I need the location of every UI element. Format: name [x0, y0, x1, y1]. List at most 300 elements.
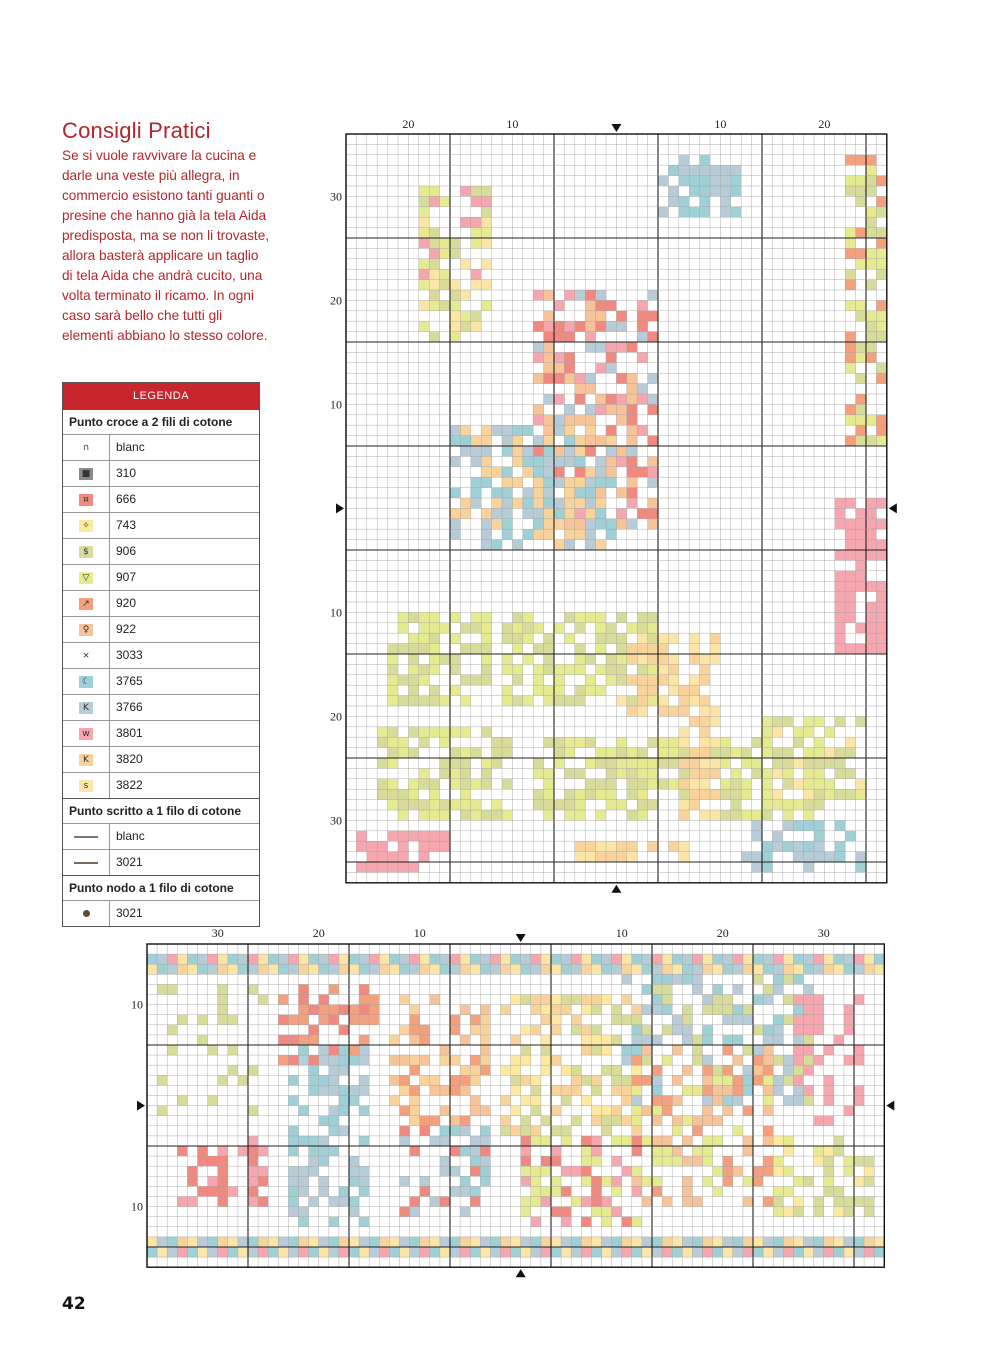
stitch-cell	[208, 1085, 218, 1095]
stitch-cell	[157, 1055, 167, 1065]
stitch-cell	[420, 1025, 430, 1035]
stitch-cell	[581, 1045, 591, 1055]
stitch-cell	[876, 311, 886, 321]
stitch-cell	[329, 1197, 339, 1207]
stitch-cell	[571, 1085, 581, 1095]
stitch-cell	[814, 737, 824, 747]
stitch-cell	[554, 540, 564, 550]
stitch-cell	[388, 852, 398, 862]
stitch-cell	[581, 964, 591, 974]
stitch-cell	[511, 1106, 521, 1116]
stitch-cell	[408, 644, 418, 654]
stitch-cell	[612, 1156, 622, 1166]
stitch-cell	[731, 165, 741, 175]
stitch-cell	[824, 954, 834, 964]
stitch-cell	[521, 1116, 531, 1126]
center-arrow-icon	[611, 124, 621, 132]
stitch-cell	[429, 633, 439, 643]
stitch-cell	[658, 675, 668, 685]
stitch-cell	[167, 1045, 177, 1055]
stitch-cell	[460, 1247, 470, 1257]
stitch-cell	[299, 1106, 309, 1116]
stitch-cell	[679, 696, 689, 706]
stitch-cell	[648, 664, 658, 674]
stitch-cell	[876, 196, 886, 206]
stitch-cell	[804, 1005, 814, 1015]
stitch-cell	[359, 1247, 369, 1257]
stitch-cell	[689, 633, 699, 643]
stitch-cell	[689, 644, 699, 654]
stitch-cell	[731, 207, 741, 217]
stitch-cell	[876, 238, 886, 248]
stitch-cell	[319, 1055, 329, 1065]
stitch-cell	[523, 498, 533, 508]
stitch-cell	[359, 1176, 369, 1186]
stitch-cell	[575, 623, 585, 633]
stitch-cell	[713, 1005, 723, 1015]
stitch-cell	[672, 954, 682, 964]
stitch-cell	[460, 758, 470, 768]
stitch-cell	[575, 664, 585, 674]
stitch-cell	[866, 550, 876, 560]
stitch-cell	[627, 789, 637, 799]
stitch-cell	[419, 217, 429, 227]
stitch-cell	[652, 964, 662, 974]
stitch-cell	[440, 964, 450, 974]
stitch-cell	[632, 1146, 642, 1156]
stitch-cell	[339, 1065, 349, 1075]
stitch-cell	[814, 954, 824, 964]
stitch-cell	[596, 404, 606, 414]
stitch-cell	[692, 1237, 702, 1247]
stitch-cell	[419, 727, 429, 737]
stitch-cell	[804, 1085, 814, 1095]
stitch-cell	[319, 1045, 329, 1055]
stitch-cell	[450, 758, 460, 768]
stitch-cell	[511, 1055, 521, 1065]
stitch-cell	[511, 1075, 521, 1085]
stitch-cell	[845, 238, 855, 248]
stitch-cell	[679, 800, 689, 810]
stitch-cell	[288, 1035, 298, 1045]
stitch-cell	[723, 964, 733, 974]
stitch-cell	[752, 768, 762, 778]
stitch-cell	[440, 248, 450, 258]
stitch-cell	[533, 508, 543, 518]
stitch-cell	[410, 1035, 420, 1045]
stitch-cell	[632, 1075, 642, 1085]
stitch-cell	[835, 571, 845, 581]
stitch-cell	[793, 779, 803, 789]
stitch-cell	[575, 373, 585, 383]
stitch-cell	[703, 1146, 713, 1156]
legend-code: 906	[116, 544, 137, 558]
stitch-cell	[349, 1166, 359, 1176]
stitch-cell	[793, 800, 803, 810]
stitch-cell	[349, 1005, 359, 1015]
stitch-cell	[856, 228, 866, 238]
stitch-cell	[616, 748, 626, 758]
stitch-cell	[606, 664, 616, 674]
stitch-cell	[533, 675, 543, 685]
stitch-cell	[596, 779, 606, 789]
stitch-cell	[658, 644, 668, 654]
stitch-cell	[703, 1247, 713, 1257]
stitch-cell	[430, 1075, 440, 1085]
stitch-cell	[866, 508, 876, 518]
stitch-cell	[834, 964, 844, 974]
stitch-cell	[329, 1116, 339, 1126]
stitch-cell	[692, 1045, 702, 1055]
stitch-cell	[502, 696, 512, 706]
stitch-cell	[288, 1247, 298, 1257]
stitch-cell	[612, 964, 622, 974]
stitch-cell	[596, 290, 606, 300]
stitch-cell	[713, 1237, 723, 1247]
stitch-cell	[419, 852, 429, 862]
stitch-cell	[564, 488, 574, 498]
stitch-cell	[492, 748, 502, 758]
stitch-cell	[238, 1116, 248, 1126]
stitch-cell	[616, 342, 626, 352]
stitch-cell	[591, 1186, 601, 1196]
stitch-cell	[470, 1156, 480, 1166]
stitch-cell	[440, 696, 450, 706]
stitch-cell	[637, 467, 647, 477]
stitch-cell	[450, 1237, 460, 1247]
stitch-cell	[814, 1015, 824, 1025]
stitch-cell	[596, 540, 606, 550]
stitch-cell	[359, 1045, 369, 1055]
stitch-cell	[492, 467, 502, 477]
stitch-cell	[248, 1146, 258, 1156]
stitch-cell	[481, 519, 491, 529]
stitch-cell	[544, 519, 554, 529]
stitch-cell	[531, 1237, 541, 1247]
stitch-cell	[854, 1045, 864, 1055]
stitch-cell	[410, 964, 420, 974]
stitch-cell	[692, 974, 702, 984]
stitch-cell	[228, 1116, 238, 1126]
stitch-cell	[419, 831, 429, 841]
stitch-cell	[521, 1237, 531, 1247]
stitch-cell	[616, 758, 626, 768]
stitch-cell	[648, 779, 658, 789]
stitch-cell	[167, 1106, 177, 1116]
stitch-cell	[470, 1096, 480, 1106]
stitch-cell	[834, 1197, 844, 1207]
stitch-cell	[339, 1045, 349, 1055]
stitch-cell	[793, 1065, 803, 1075]
stitch-cell	[248, 1237, 258, 1247]
stitch-cell	[339, 1247, 349, 1257]
stitch-cell	[471, 186, 481, 196]
stitch-cell	[585, 779, 595, 789]
stitch-cell	[845, 602, 855, 612]
stitch-cell	[637, 332, 647, 342]
stitch-cell	[481, 436, 491, 446]
stitch-cell	[682, 1136, 692, 1146]
stitch-cell	[450, 768, 460, 778]
stitch-cell	[177, 1015, 187, 1025]
stitch-cell	[541, 1166, 551, 1176]
stitch-cell	[585, 498, 595, 508]
stitch-cell	[581, 1247, 591, 1257]
stitch-cell	[585, 467, 595, 477]
stitch-cell	[876, 612, 886, 622]
stitch-cell	[733, 1247, 743, 1257]
stitch-cell	[642, 1075, 652, 1085]
stitch-cell	[866, 623, 876, 633]
stitch-cell	[471, 207, 481, 217]
stitch-cell	[672, 964, 682, 974]
stitch-cell	[845, 436, 855, 446]
stitch-cell	[177, 1247, 187, 1257]
stitch-cell	[723, 995, 733, 1005]
stitch-cell	[866, 259, 876, 269]
stitch-cell	[642, 1176, 652, 1186]
stitch-cell	[703, 1075, 713, 1085]
stitch-cell	[564, 477, 574, 487]
stitch-cell	[480, 1065, 490, 1075]
stitch-cell	[606, 300, 616, 310]
stitch-cell	[672, 1015, 682, 1025]
stitch-cell	[400, 1106, 410, 1116]
stitch-cell	[492, 737, 502, 747]
stitch-cell	[512, 644, 522, 654]
stitch-cell	[642, 984, 652, 994]
stitch-cell	[339, 1126, 349, 1136]
stitch-cell	[470, 1025, 480, 1035]
stitch-cell	[814, 995, 824, 1005]
stitch-cell	[502, 654, 512, 664]
stitch-cell	[581, 995, 591, 1005]
stitch-cell	[460, 644, 470, 654]
stitch-cell	[762, 852, 772, 862]
stitch-cell	[689, 176, 699, 186]
stitch-cell	[682, 974, 692, 984]
stitch-cell	[585, 436, 595, 446]
stitch-cell	[591, 1197, 601, 1207]
stitch-cell	[581, 1146, 591, 1156]
stitch-cell	[845, 300, 855, 310]
stitch-cell	[329, 1005, 339, 1015]
stitch-cell	[591, 954, 601, 964]
stitch-cell	[752, 758, 762, 768]
stitch-cell	[177, 1075, 187, 1085]
stitch-cell	[388, 831, 398, 841]
stitch-cell	[440, 800, 450, 810]
stitch-cell	[648, 508, 658, 518]
stitch-cell	[575, 654, 585, 664]
stitch-cell	[804, 862, 814, 872]
stitch-cell	[470, 1015, 480, 1025]
stitch-cell	[753, 1075, 763, 1085]
stitch-cell	[531, 1247, 541, 1257]
stitch-cell	[648, 456, 658, 466]
stitch-cell	[793, 852, 803, 862]
stitch-cell	[844, 1247, 854, 1257]
stitch-cell	[429, 644, 439, 654]
stitch-cell	[793, 974, 803, 984]
stitch-cell	[637, 779, 647, 789]
stitch-cell	[668, 196, 678, 206]
stitch-cell	[471, 238, 481, 248]
stitch-cell	[845, 342, 855, 352]
stitch-cell	[679, 155, 689, 165]
stitch-cell	[349, 1055, 359, 1065]
stitch-cell	[429, 186, 439, 196]
stitch-cell	[773, 1075, 783, 1085]
stitch-cell	[741, 789, 751, 799]
stitch-cell	[440, 300, 450, 310]
stitch-cell	[533, 758, 543, 768]
stitch-cell	[440, 1106, 450, 1116]
stitch-cell	[481, 207, 491, 217]
stitch-cell	[492, 498, 502, 508]
stitch-cell	[585, 373, 595, 383]
stitch-cell	[480, 1045, 490, 1055]
stitch-cell	[844, 1207, 854, 1217]
stitch-cell	[692, 1126, 702, 1136]
stitch-cell	[450, 280, 460, 290]
stitch-cell	[419, 633, 429, 643]
stitch-cell	[512, 623, 522, 633]
stitch-cell	[703, 1096, 713, 1106]
stitch-cell	[460, 1065, 470, 1075]
stitch-cell	[632, 1055, 642, 1065]
stitch-cell	[429, 290, 439, 300]
stitch-cell	[637, 300, 647, 310]
stitch-cell	[481, 644, 491, 654]
stitch-cell	[551, 1015, 561, 1025]
stitch-cell	[804, 995, 814, 1005]
stitch-cell	[544, 488, 554, 498]
stitch-cell	[824, 1237, 834, 1247]
stitch-cell	[648, 623, 658, 633]
stitch-cell	[710, 654, 720, 664]
stitch-cell	[564, 633, 574, 643]
stitch-cell	[864, 954, 874, 964]
stitch-cell	[723, 1065, 733, 1075]
stitch-cell	[682, 1197, 692, 1207]
stitch-cell	[703, 1055, 713, 1065]
legend-swatch	[63, 539, 110, 564]
stitch-cell	[450, 238, 460, 248]
stitch-cell	[420, 1055, 430, 1065]
stitch-cell	[157, 954, 167, 964]
stitch-cell	[627, 467, 637, 477]
stitch-cell	[419, 207, 429, 217]
stitch-cell	[288, 1136, 298, 1146]
stitch-cell	[228, 1045, 238, 1055]
stitch-cell	[866, 155, 876, 165]
stitch-cell	[440, 810, 450, 820]
stitch-cell	[450, 290, 460, 300]
stitch-cell	[632, 1096, 642, 1106]
stitch-cell	[440, 1237, 450, 1247]
stitch-cell	[668, 675, 678, 685]
stitch-cell	[248, 1106, 258, 1116]
stitch-cell	[531, 1166, 541, 1176]
stitch-cell	[700, 207, 710, 217]
stitch-cell	[856, 560, 866, 570]
stitch-cell	[288, 1197, 298, 1207]
stitch-cell	[804, 1065, 814, 1075]
stitch-cell	[329, 1217, 339, 1227]
stitch-cell	[359, 1005, 369, 1015]
stitch-cell	[866, 321, 876, 331]
legend-code: blanc	[116, 440, 145, 454]
stitch-cell	[208, 1015, 218, 1025]
stitch-cell	[585, 789, 595, 799]
stitch-cell	[804, 1045, 814, 1055]
stitch-cell	[490, 964, 500, 974]
stitch-cell	[278, 1055, 288, 1065]
stitch-cell	[278, 964, 288, 974]
stitch-cell	[531, 1186, 541, 1196]
stitch-cell	[658, 748, 668, 758]
legend-row	[63, 642, 259, 668]
stitch-cell	[692, 954, 702, 964]
stitch-cell	[814, 820, 824, 830]
stitch-cell	[398, 841, 408, 851]
stitch-cell	[564, 800, 574, 810]
stitch-cell	[783, 748, 793, 758]
stitch-cell	[814, 1207, 824, 1217]
stitch-cell	[388, 696, 398, 706]
stitch-cell	[856, 716, 866, 726]
stitch-cell	[700, 696, 710, 706]
stitch-cell	[471, 488, 481, 498]
stitch-cell	[672, 1096, 682, 1106]
stitch-cell	[856, 436, 866, 446]
stitch-cell	[420, 1075, 430, 1085]
stitch-cell	[177, 1096, 187, 1106]
stitch-cell	[398, 862, 408, 872]
stitch-cell	[388, 654, 398, 664]
stitch-cell	[575, 810, 585, 820]
stitch-cell	[662, 1197, 672, 1207]
stitch-cell	[492, 540, 502, 550]
stitch-cell	[502, 737, 512, 747]
stitch-cell	[679, 706, 689, 716]
stitch-cell	[753, 1166, 763, 1176]
stitch-cell	[713, 1116, 723, 1126]
stitch-cell	[228, 1247, 238, 1257]
stitch-cell	[460, 217, 470, 227]
stitch-cell	[585, 342, 595, 352]
legend-section-french-knot: Punto nodo a 1 filo di cotone	[63, 875, 259, 900]
stitch-cell	[844, 954, 854, 964]
stitch-cell	[460, 748, 470, 758]
stitch-cell	[533, 456, 543, 466]
stitch-cell	[763, 1085, 773, 1095]
stitch-cell	[834, 1247, 844, 1257]
stitch-cell	[480, 964, 490, 974]
stitch-cell	[627, 654, 637, 664]
stitch-cell	[612, 1186, 622, 1196]
stitch-cell	[876, 176, 886, 186]
stitch-cell	[612, 1075, 622, 1085]
stitch-cell	[299, 1055, 309, 1065]
stitch-cell	[544, 477, 554, 487]
stitch-cell	[622, 995, 632, 1005]
stitch-cell	[512, 540, 522, 550]
legend-symbol-icon: ∩	[79, 442, 93, 454]
stitch-cell	[389, 1075, 399, 1085]
stitch-cell	[591, 1247, 601, 1257]
